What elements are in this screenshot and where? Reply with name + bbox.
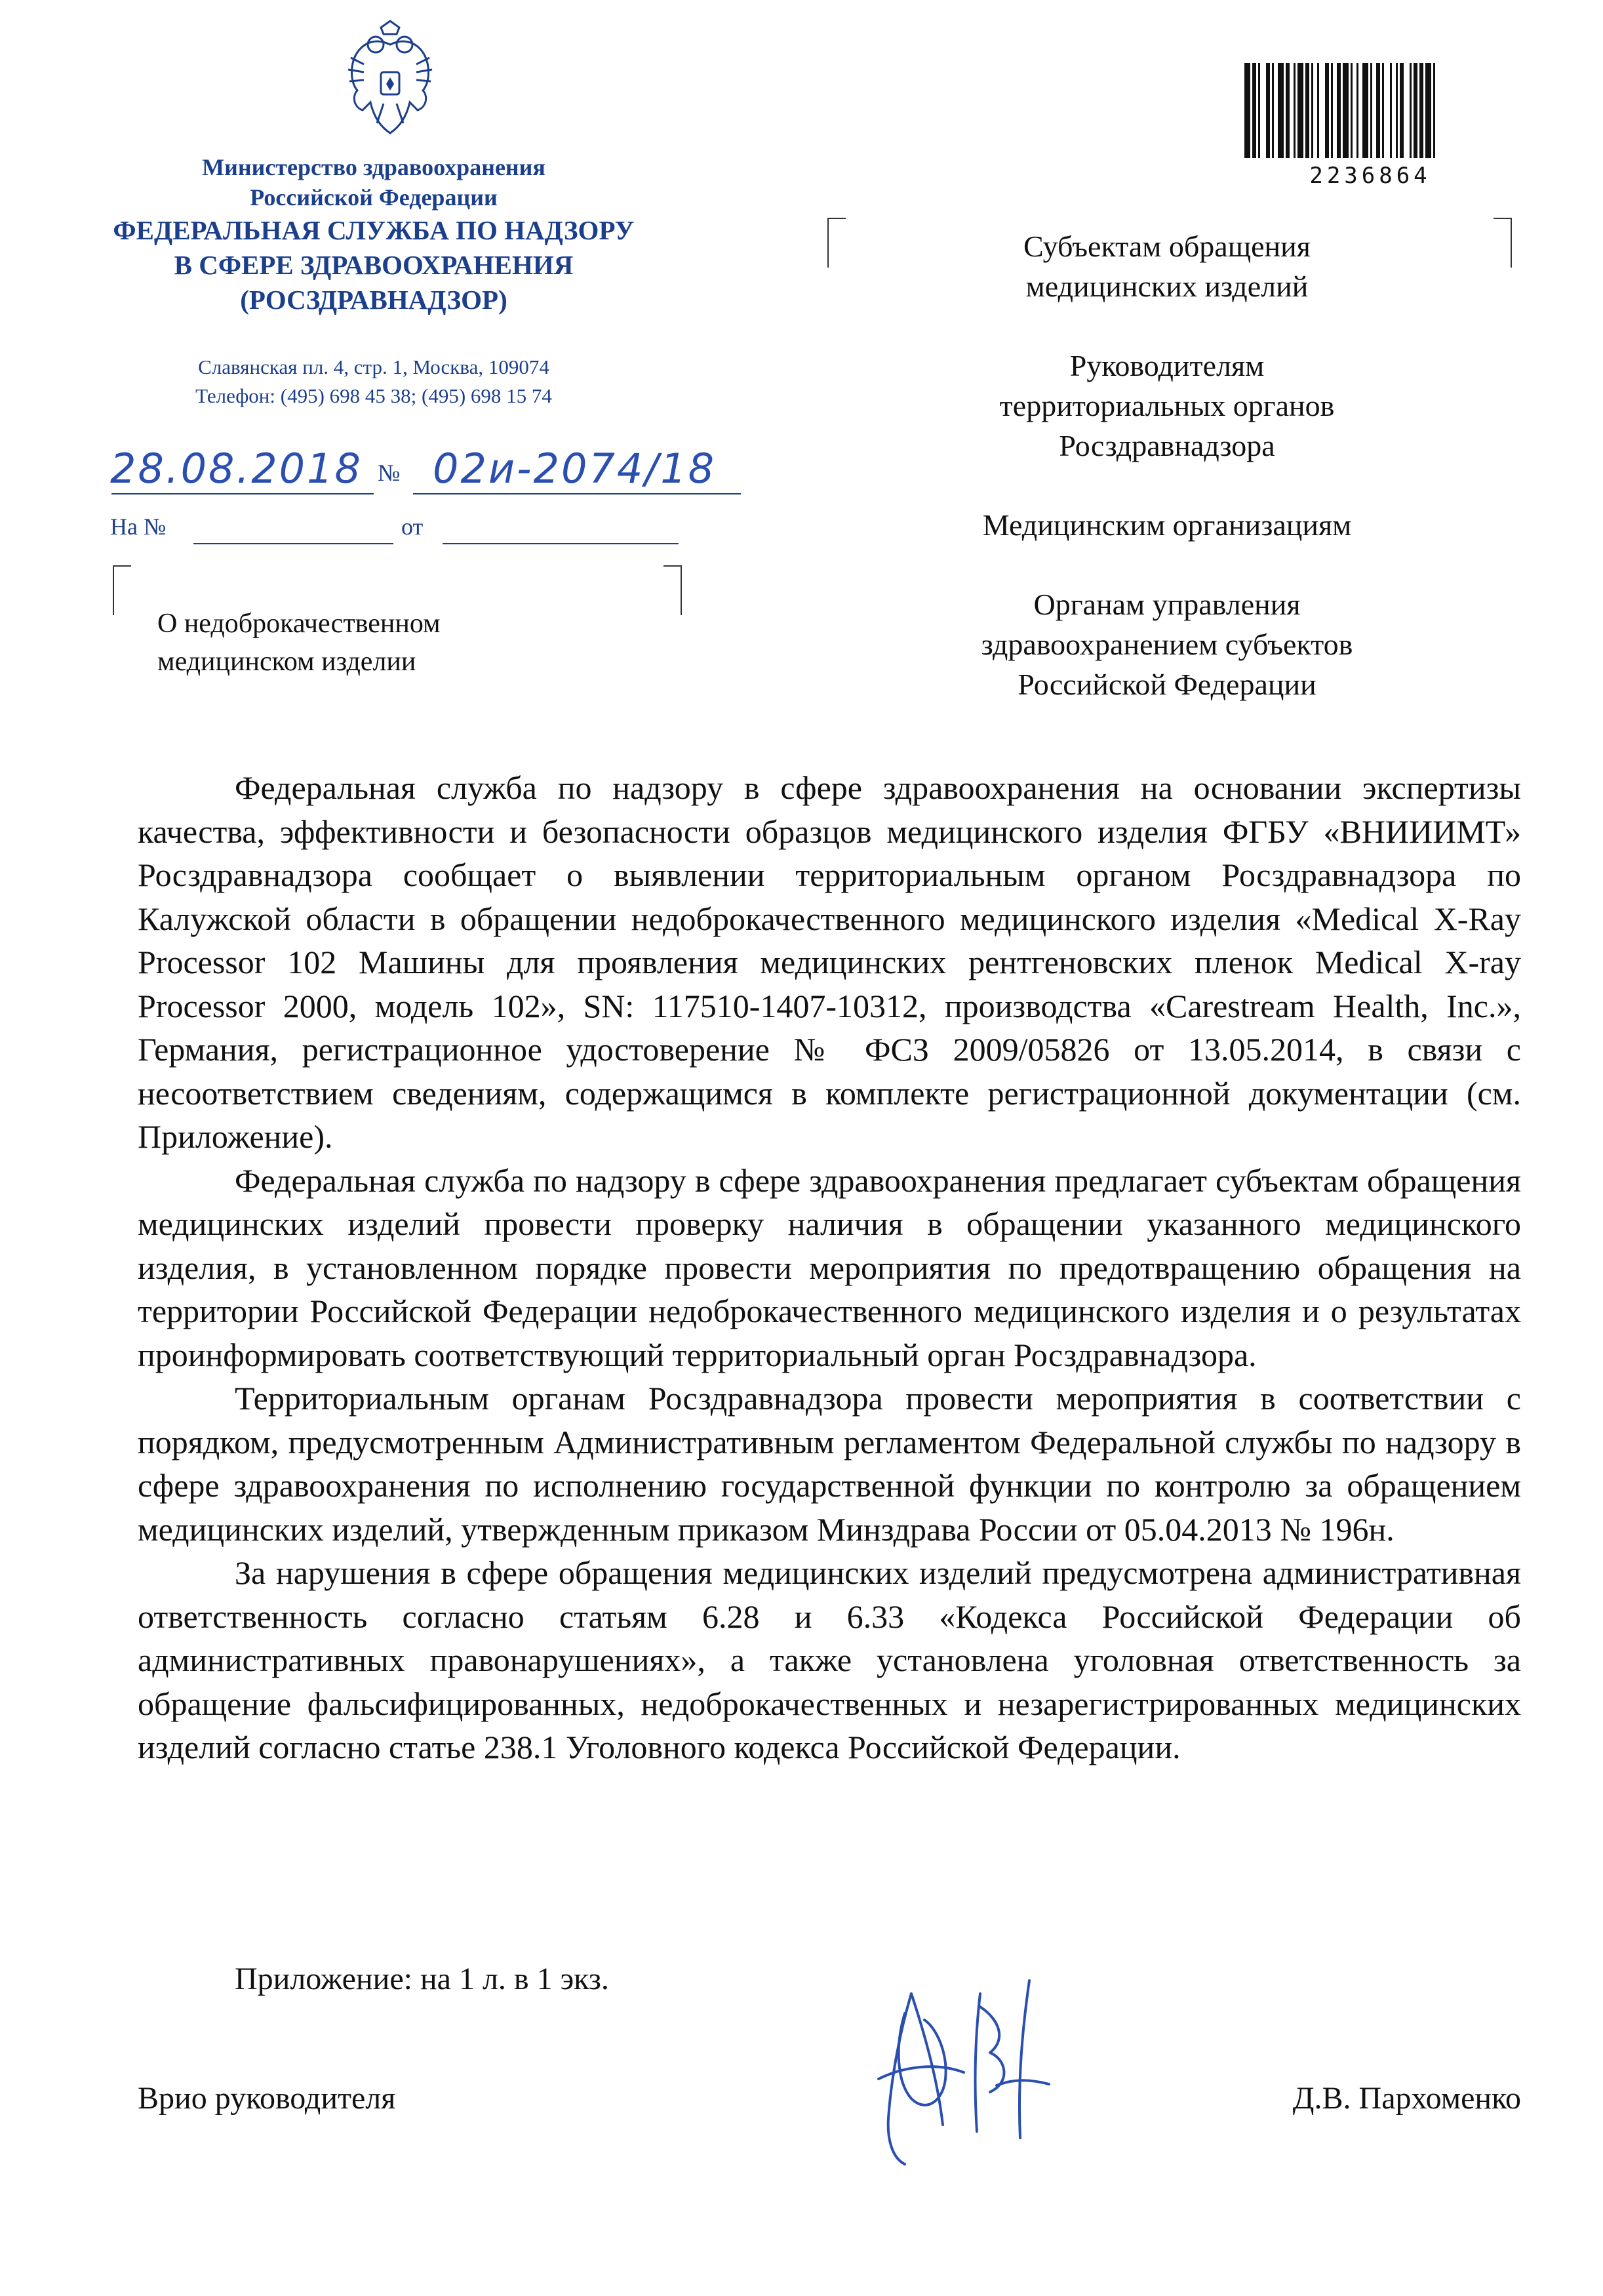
barcode-bar	[1356, 63, 1358, 158]
recipient-2-line-2: территориальных органов	[999, 389, 1335, 422]
letter-subject	[157, 605, 577, 681]
barcode-bar	[1266, 63, 1270, 158]
recipient-4-line-2: здравоохранением субъектов	[981, 628, 1353, 661]
letter-body	[138, 766, 1521, 1769]
ref-number-label: На №	[110, 514, 167, 540]
recipient-4-line-3: Российской Федерации	[1018, 668, 1316, 701]
signatory-title: Врио руководителя	[138, 2081, 396, 2116]
ministry-name	[164, 152, 584, 212]
barcode-bar	[1351, 63, 1353, 158]
recipients-bracket-right	[1494, 218, 1512, 268]
agency-address: Славянская пл. 4, стр. 1, Москва, 109074	[198, 355, 549, 378]
agency-line-3: (РОСЗДРАВНАДЗОР)	[240, 285, 507, 315]
barcode-bar	[1410, 63, 1412, 158]
barcode-bar	[1390, 63, 1392, 158]
attachment-note: Приложение: на 1 л. в 1 экз.	[235, 1962, 609, 1996]
recipient-2-line-1: Руководителям	[1069, 349, 1265, 382]
barcode-number: 2236864	[1309, 163, 1431, 189]
date-underline	[111, 493, 374, 494]
recipient-3-line-1: Медицинским организациям	[982, 508, 1352, 542]
ministry-line-2: Российской Федерации	[250, 184, 498, 211]
barcode-bar	[1311, 63, 1313, 158]
recipient-1-line-1: Субъектам обращения	[1023, 230, 1311, 263]
recipient-4-line-1: Органам управления	[1033, 588, 1301, 621]
barcode-bar	[1325, 63, 1329, 158]
barcode-bar	[1396, 63, 1398, 158]
barcode-bar	[1376, 63, 1380, 158]
barcode-bar	[1425, 63, 1431, 158]
recipient-2-line-3: Росздравнадзора	[1059, 429, 1275, 462]
recipient-1	[905, 226, 1429, 306]
barcode-bar	[1370, 63, 1372, 158]
barcode-bar	[1272, 63, 1274, 158]
body-paragraph-4: За нарушения в сфере обращения медицинских изделий предусмотрена административная ответственность согласно статьям 6.28 и 6.33 «Кодекса Российской Федерации об административных правонарушениях», а также установлена уголовная ответственность за обращение фальсифицированных, недоброкачественных и незарегистрированных медицинских изделий согласно статье 238.1 Уголовного кодекса Российской Федерации.	[138, 1554, 1521, 1765]
body-paragraph-1: Федеральная служба по надзору в сфере здравоохранения на основании экспертизы качества, эффективности и безопасности образцов медицинского изделия ФГБУ «ВНИИИМТ» Росздравнадзора сообщает о выявлении территориальным органом Росздравнадзора по Калужской области в обращении недоброкачественного медицинского изделия «Medical X-Ray Processor 102 Машины для проявления медицинских рентгеновских пленок Medical X-ray Processor 2000, модель 102», SN: 117510-1407-10312, производства «Carestream Health, Inc.», Германия, регистрационное удостоверение № ФСЗ 2009/05826 от 13.05.2014, в связи с несоответствием сведениям, содержащимся в комплекте регистрационной документации (см. Приложение).	[138, 769, 1521, 1155]
body-paragraph-2: Федеральная служба по надзору в сфере здравоохранения предлагает субъектам обращения медицинских изделий провести проверку наличия в обращении указанного медицинского изделия, в установленном порядке провести мероприятия по предотвращению обращения на территории Российской Федерации недоброкачественного медицинского изделия и о результатах проинформировать соответствующий территориальный орган Росздравнадзора.	[138, 1161, 1521, 1373]
barcode-bar	[1433, 63, 1435, 158]
subject-line-1: О недоброкачественном	[157, 609, 441, 639]
barcode-bar	[1414, 63, 1417, 158]
coat-of-arms-emblem-icon	[338, 18, 443, 140]
barcode-bar	[1343, 63, 1349, 158]
recipients-block	[905, 226, 1429, 744]
outgoing-number-label: №	[378, 460, 401, 486]
barcode-bar	[1317, 63, 1319, 158]
handwritten-signature-icon	[865, 1967, 1062, 2171]
subject-line-2: медицинском изделии	[157, 647, 416, 677]
barcode-bar	[1419, 63, 1423, 158]
recipient-2	[905, 346, 1429, 466]
recipient-3	[905, 505, 1429, 545]
barcode-bar	[1362, 63, 1368, 158]
agency-name	[105, 213, 643, 317]
agency-phone: Телефон: (495) 698 45 38; (495) 698 15 74	[195, 384, 552, 407]
barcode-bar	[1297, 63, 1303, 158]
body-paragraph-3: Территориальным органам Росздравнадзора провести мероприятия в соответствии с порядком, предусмотренным Административным регламентом Федеральной службы по надзору в сфере здравоохранения по исполнению государственной функции по контролю за обращением медицинских изделий, утвержденным приказом Минздрава России от 05.04.2013 № 196н.	[138, 1380, 1521, 1548]
outgoing-number: 02и-2074/18	[433, 445, 717, 493]
agency-contacts	[131, 353, 616, 411]
barcode-bar	[1382, 63, 1384, 158]
agency-line-2: В СФЕРЕ ЗДРАВООХРАНЕНИЯ	[174, 250, 574, 280]
barcode-bar	[1244, 63, 1250, 158]
recipient-4	[905, 584, 1429, 704]
barcode-bar	[1400, 63, 1404, 158]
signatory-name: Д.В. Пархоменко	[1292, 2081, 1521, 2116]
ref-from-label: от	[401, 514, 424, 540]
agency-line-1: ФЕДЕРАЛЬНАЯ СЛУЖБА ПО НАДЗОРУ	[113, 215, 635, 245]
recipient-1-line-2: медицинских изделий	[1025, 270, 1309, 303]
barcode-bar	[1278, 63, 1284, 158]
barcode-bar	[1286, 63, 1290, 158]
barcode-bar	[1305, 63, 1309, 158]
number-underline	[413, 493, 741, 494]
recipients-bracket-left	[827, 218, 846, 268]
subject-bracket-left	[113, 565, 131, 615]
barcode-bar	[1258, 63, 1260, 158]
ref-from-underline	[443, 543, 679, 544]
outgoing-date: 28.08.2018	[110, 445, 363, 493]
barcode-bar	[1294, 63, 1296, 158]
barcode-bar	[1331, 63, 1333, 158]
barcode-bar	[1252, 63, 1256, 158]
barcode-bar	[1337, 63, 1341, 158]
ref-number-underline	[193, 543, 393, 544]
ministry-line-1: Министерство здравоохранения	[202, 154, 545, 180]
subject-bracket-right	[663, 565, 682, 615]
